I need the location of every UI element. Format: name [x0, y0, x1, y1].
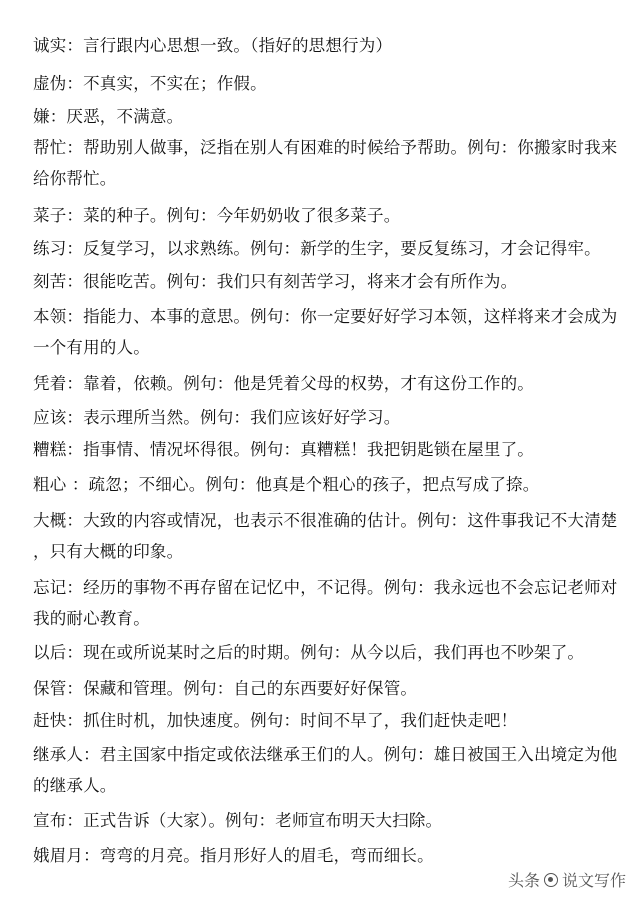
- watermark-left-text: 头条: [507, 871, 540, 890]
- entry-gankuai: 赶快：抓住时机，加快速度。例句：时间不早了，我们赶快走吧！: [33, 711, 518, 730]
- entry-lianxi: 练习：反复学习，以求熟练。例句：新学的生字，要反复练习，才会记得牢。: [33, 239, 601, 258]
- watermark: [508, 868, 626, 891]
- entry-xuanbu: 宣布：正式告诉（大家）。例句：老师宣布明天大扫除。: [33, 811, 443, 830]
- entry-dagai: 大概：大致的内容或情况，也表示不很准确的估计。例句：这件事我记不大清楚 ，只有大概的印象。: [33, 511, 618, 561]
- entry-emeiyue: 娥眉月：弯弯的月亮。指月形好人的眉毛，弯而细长。: [33, 846, 434, 865]
- entry-pingzhe: 凭着：靠着，依赖。例句：他是凭着父母的权势，才有这份工作的。: [33, 374, 534, 393]
- entry-keku: 刻苦：很能吃苦。例句：我们只有刻苦学习，将来才会有所作为。: [33, 272, 518, 291]
- entry-xuwei: 虚伪：不真实，不实在；作假。: [33, 74, 267, 93]
- watermark-right-text: 说文写作: [561, 871, 626, 890]
- entry-chengshi: 诚实：言行跟内心思想一致。（指好的思想行为）: [33, 36, 393, 55]
- entry-yihou: 以后：现在或所说某时之后的时期。例句：从今以后，我们再也不吵架了。: [33, 643, 585, 662]
- entry-baoguan: 保管：保藏和管理。例句：自己的东西要好好保管。: [33, 679, 418, 698]
- entry-wangji: 忘记：经历的事物不再存留在记忆中，不记得。例句：我永远也不会忘记老师对我的耐心教育。: [33, 578, 618, 628]
- entry-yinggai: 应该：表示理所当然。例句：我们应该好好学习。: [33, 408, 401, 427]
- entry-zaogao: 糟糕：指事情、情况坏得很。例句：真糟糕！我把钥匙锁在屋里了。: [33, 440, 534, 459]
- entry-xian: 嫌：厌恶，不满意。: [33, 107, 184, 126]
- entry-bangmang: 帮忙：帮助别人做事，泛指在别人有困难的时候给予帮助。例句：你搬家时我来给你帮忙。: [33, 138, 618, 188]
- entry-caizi: 菜子：菜的种子。例句：今年奶奶收了很多菜子。: [33, 206, 401, 225]
- at-icon: [544, 873, 558, 887]
- entry-cuxin: 粗心 ：疏忽；不细心。例句：他真是个粗心的孩子，把点写成了捺。: [33, 475, 540, 494]
- entry-benling: 本领：指能力、本事的意思。例句：你一定要好好学习本领，这样将来才会成为一个有用的人。: [33, 307, 618, 357]
- entry-jichengren: 继承人：君主国家中指定或依法继承王们的人。例句：雄日被国王入出境定为他的继承人。: [33, 745, 618, 795]
